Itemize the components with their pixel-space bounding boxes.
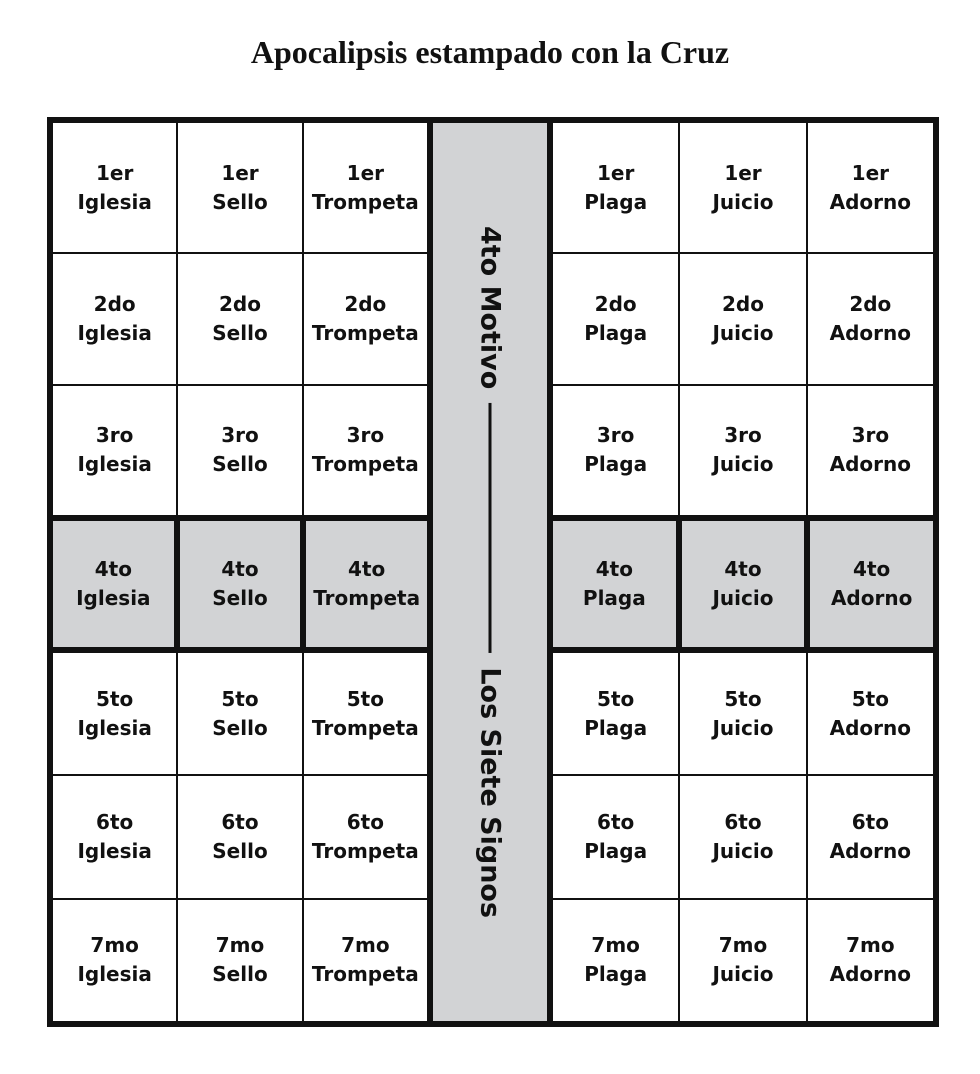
cell-ordinal: 2do <box>722 291 764 316</box>
cell-label: Juicio <box>712 586 774 610</box>
cell-ordinal: 4to <box>94 557 132 581</box>
right-highlight-row <box>553 521 933 647</box>
grid-cell <box>810 521 933 647</box>
grid-cell <box>306 521 427 647</box>
cell-ordinal: 1er <box>724 160 762 185</box>
grid-cell <box>682 521 805 647</box>
grid-cell <box>178 254 301 383</box>
grid-cell <box>808 386 933 515</box>
cell-label: Trompeta <box>311 452 419 477</box>
cell-ordinal: 5to <box>597 686 635 711</box>
cell-ordinal: 1er <box>221 160 259 185</box>
cell-label: Plaga <box>584 838 648 863</box>
grid-cell <box>304 123 427 252</box>
grid-cell <box>680 653 805 774</box>
cell-label: Adorno <box>829 715 912 740</box>
grid-cell <box>808 123 933 252</box>
center-label-first: 4to Motivo <box>474 225 506 390</box>
cell-label: Trompeta <box>311 715 419 740</box>
center-label-second: Los Siete Signos <box>474 667 506 919</box>
cell-label: Plaga <box>584 452 648 477</box>
grid-cell <box>178 386 301 515</box>
grid-cell <box>53 653 176 774</box>
cell-label: Adorno <box>830 586 913 610</box>
grid-cell <box>680 776 805 897</box>
cell-ordinal: 4to <box>348 557 386 581</box>
grid-cell <box>53 123 176 252</box>
cell-ordinal: 6to <box>851 809 889 834</box>
grid-cell <box>304 900 427 1021</box>
cell-ordinal: 6to <box>346 809 384 834</box>
grid-cell <box>808 254 933 383</box>
cell-ordinal: 2do <box>219 291 261 316</box>
right-upper-block <box>553 123 933 515</box>
cell-label: Sello <box>212 586 268 610</box>
cell-label: Sello <box>212 452 268 477</box>
cell-label: Plaga <box>584 962 648 987</box>
cell-ordinal: 6to <box>221 809 259 834</box>
cell-ordinal: 3ro <box>221 423 259 448</box>
cell-label: Sello <box>212 189 268 214</box>
cell-label: Trompeta <box>311 838 419 863</box>
cell-ordinal: 7mo <box>718 933 768 958</box>
cell-label: Trompeta <box>313 586 421 610</box>
grid-cell <box>53 521 174 647</box>
grid-cell <box>53 254 176 383</box>
grid-cell <box>680 123 805 252</box>
grid-cell <box>178 900 301 1021</box>
cell-label: Juicio <box>712 189 774 214</box>
cell-label: Sello <box>212 715 268 740</box>
cell-label: Adorno <box>829 189 912 214</box>
left-upper-block <box>53 123 427 515</box>
center-column <box>427 123 553 1021</box>
page-title: Apocalipsis estampado con la Cruz <box>250 34 730 70</box>
grid-cell <box>180 521 301 647</box>
grid-cell <box>178 653 301 774</box>
grid-cell <box>553 123 678 252</box>
cell-ordinal: 1er <box>851 160 889 185</box>
center-vertical-label <box>475 226 506 918</box>
cell-ordinal: 5to <box>724 686 762 711</box>
grid-cell <box>53 900 176 1021</box>
cell-label: Iglesia <box>77 838 152 863</box>
cell-label: Trompeta <box>311 189 419 214</box>
cell-ordinal: 7mo <box>846 933 895 958</box>
cell-ordinal: 2do <box>849 291 892 316</box>
cell-label: Trompeta <box>311 962 419 987</box>
cell-ordinal: 2do <box>344 291 387 316</box>
cell-ordinal: 1er <box>95 160 134 185</box>
grid-cell <box>53 776 176 897</box>
cell-ordinal: 5to <box>96 686 134 711</box>
cell-label: Juicio <box>712 320 774 345</box>
cell-label: Iglesia <box>77 962 152 987</box>
cell-label: Adorno <box>829 320 912 345</box>
cell-label: Adorno <box>829 452 912 477</box>
cell-label: Trompeta <box>311 320 419 345</box>
cell-label: Iglesia <box>76 586 151 610</box>
cell-label: Plaga <box>584 715 648 740</box>
center-connector-line <box>489 403 492 653</box>
cell-label: Iglesia <box>77 320 152 345</box>
cell-ordinal: 3ro <box>724 423 762 448</box>
grid-cell <box>304 386 427 515</box>
cell-ordinal: 6to <box>724 809 762 834</box>
grid-cell <box>304 776 427 897</box>
grid-cell <box>680 254 805 383</box>
cell-ordinal: 4to <box>724 557 762 581</box>
cell-ordinal: 2do <box>594 291 637 316</box>
cell-label: Juicio <box>712 838 774 863</box>
grid-cell <box>680 386 805 515</box>
grid-cell <box>553 776 678 897</box>
cell-ordinal: 6to <box>96 809 134 834</box>
cell-label: Sello <box>212 838 268 863</box>
grid-cell <box>178 123 301 252</box>
cell-label: Juicio <box>712 962 774 987</box>
grid-cell <box>178 776 301 897</box>
cell-ordinal: 4to <box>853 557 891 581</box>
cell-ordinal: 3ro <box>851 423 890 448</box>
left-lower-block <box>53 653 427 1021</box>
cell-ordinal: 3ro <box>596 423 635 448</box>
cell-ordinal: 4to <box>595 557 633 581</box>
cell-label: Sello <box>212 962 268 987</box>
grid-cell <box>553 254 678 383</box>
cross-grid <box>47 117 939 1027</box>
cell-label: Iglesia <box>77 452 152 477</box>
cell-ordinal: 7mo <box>341 933 390 958</box>
cell-label: Plaga <box>584 320 648 345</box>
cell-label: Adorno <box>829 962 912 987</box>
cell-label: Iglesia <box>77 715 152 740</box>
grid-cell <box>53 386 176 515</box>
cell-ordinal: 2do <box>93 291 136 316</box>
cell-ordinal: 7mo <box>591 933 640 958</box>
grid-cell <box>304 653 427 774</box>
cell-label: Juicio <box>712 452 774 477</box>
cell-ordinal: 3ro <box>346 423 385 448</box>
cell-ordinal: 1er <box>596 160 635 185</box>
cell-label: Iglesia <box>77 189 152 214</box>
left-highlight-row <box>53 521 427 647</box>
grid-cell <box>680 900 805 1021</box>
cell-label: Sello <box>212 320 268 345</box>
grid-cell <box>553 653 678 774</box>
grid-cell <box>553 386 678 515</box>
cell-label: Plaga <box>582 586 646 610</box>
cell-ordinal: 1er <box>346 160 384 185</box>
cell-ordinal: 5to <box>221 686 259 711</box>
cell-ordinal: 7mo <box>215 933 265 958</box>
cell-ordinal: 3ro <box>95 423 134 448</box>
grid-cell <box>553 900 678 1021</box>
right-lower-block <box>553 653 933 1021</box>
cell-ordinal: 6to <box>597 809 635 834</box>
cell-ordinal: 4to <box>221 557 259 581</box>
cell-label: Plaga <box>584 189 648 214</box>
grid-cell <box>808 776 933 897</box>
grid-cell <box>553 521 676 647</box>
cell-label: Juicio <box>712 715 774 740</box>
grid-cell <box>304 254 427 383</box>
grid-cell <box>808 653 933 774</box>
cell-ordinal: 5to <box>346 686 384 711</box>
cell-label: Adorno <box>829 838 912 863</box>
cell-ordinal: 7mo <box>90 933 139 958</box>
grid-cell <box>808 900 933 1021</box>
cell-ordinal: 5to <box>851 686 889 711</box>
